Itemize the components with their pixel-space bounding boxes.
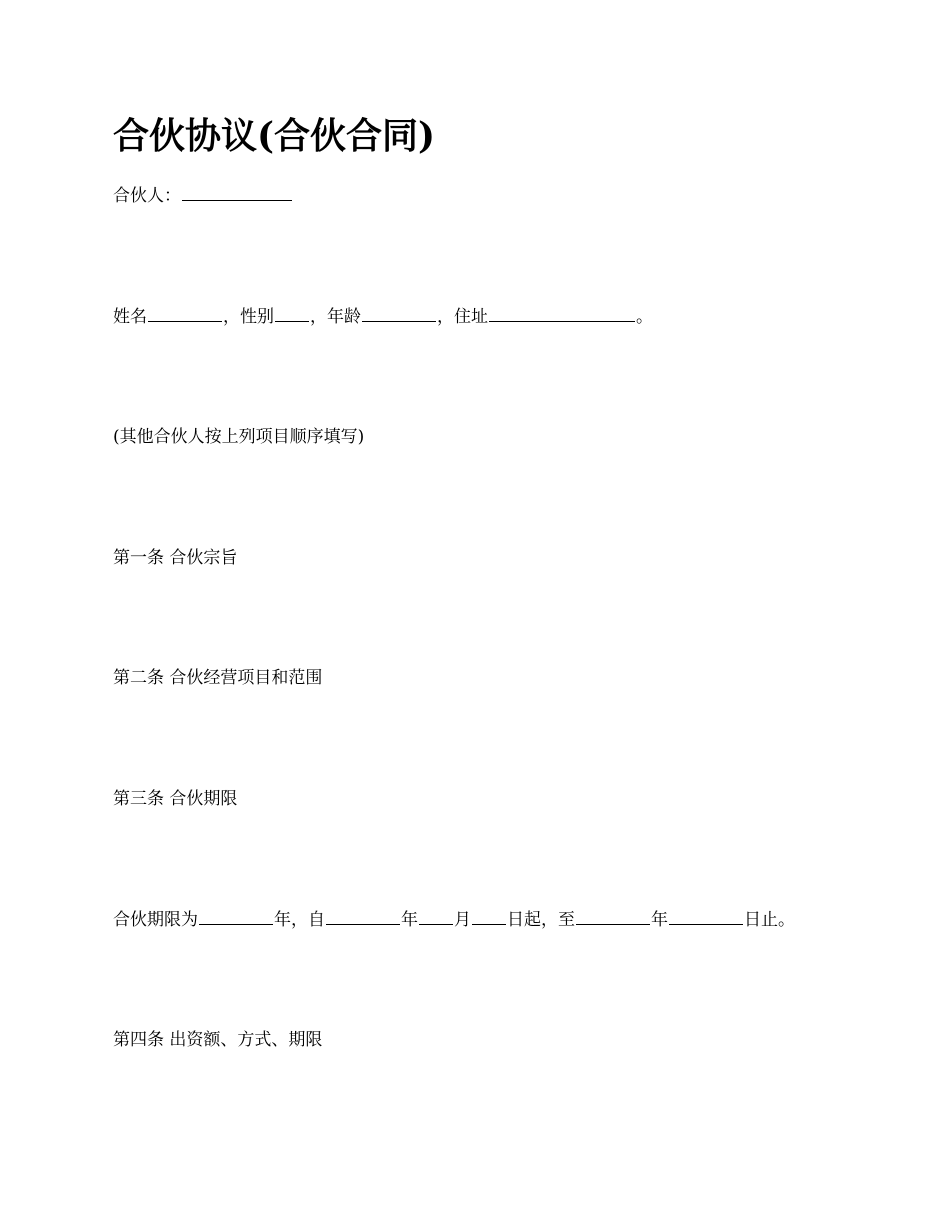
term-line bbox=[113, 907, 795, 932]
article-1-heading: 第一条 合伙宗旨 bbox=[113, 548, 238, 568]
personal-info-line bbox=[113, 304, 653, 329]
name-label: 姓名 bbox=[113, 307, 147, 327]
document-title: 合伙协议(合伙合同) bbox=[113, 115, 436, 157]
term-prefix: 合伙期限为 bbox=[113, 910, 198, 930]
personal-info-end-mark: 。 bbox=[636, 307, 653, 327]
gender-blank[interactable] bbox=[275, 304, 309, 322]
other-partners-note: (其他合伙人按上列项目顺序填写) bbox=[113, 427, 365, 447]
article-3-heading: 第三条 合伙期限 bbox=[113, 789, 238, 809]
start-day-blank[interactable] bbox=[472, 907, 506, 925]
start-year-label: 年 bbox=[401, 910, 418, 930]
age-blank[interactable] bbox=[362, 304, 436, 322]
start-year-blank[interactable] bbox=[326, 907, 400, 925]
end-year-blank[interactable] bbox=[576, 907, 650, 925]
end-day-label: 日止。 bbox=[744, 910, 795, 930]
start-month-label: 月 bbox=[454, 910, 471, 930]
address-blank[interactable] bbox=[489, 304, 635, 322]
start-month-blank[interactable] bbox=[419, 907, 453, 925]
address-label: ，住址 bbox=[437, 307, 488, 327]
start-day-to: 日起，至 bbox=[507, 910, 575, 930]
end-day-blank[interactable] bbox=[669, 907, 743, 925]
term-years-from: 年，自 bbox=[274, 910, 325, 930]
end-year-label: 年 bbox=[651, 910, 668, 930]
article-4-heading: 第四条 出资额、方式、期限 bbox=[113, 1030, 323, 1050]
partner-line bbox=[113, 183, 293, 208]
article-2-heading: 第二条 合伙经营项目和范围 bbox=[113, 668, 323, 688]
term-years-blank[interactable] bbox=[199, 907, 273, 925]
age-label: ，年龄 bbox=[310, 307, 361, 327]
gender-label: ，性别 bbox=[223, 307, 274, 327]
partner-label: 合伙人： bbox=[113, 186, 181, 206]
partner-blank[interactable] bbox=[182, 183, 292, 201]
name-blank[interactable] bbox=[148, 304, 222, 322]
